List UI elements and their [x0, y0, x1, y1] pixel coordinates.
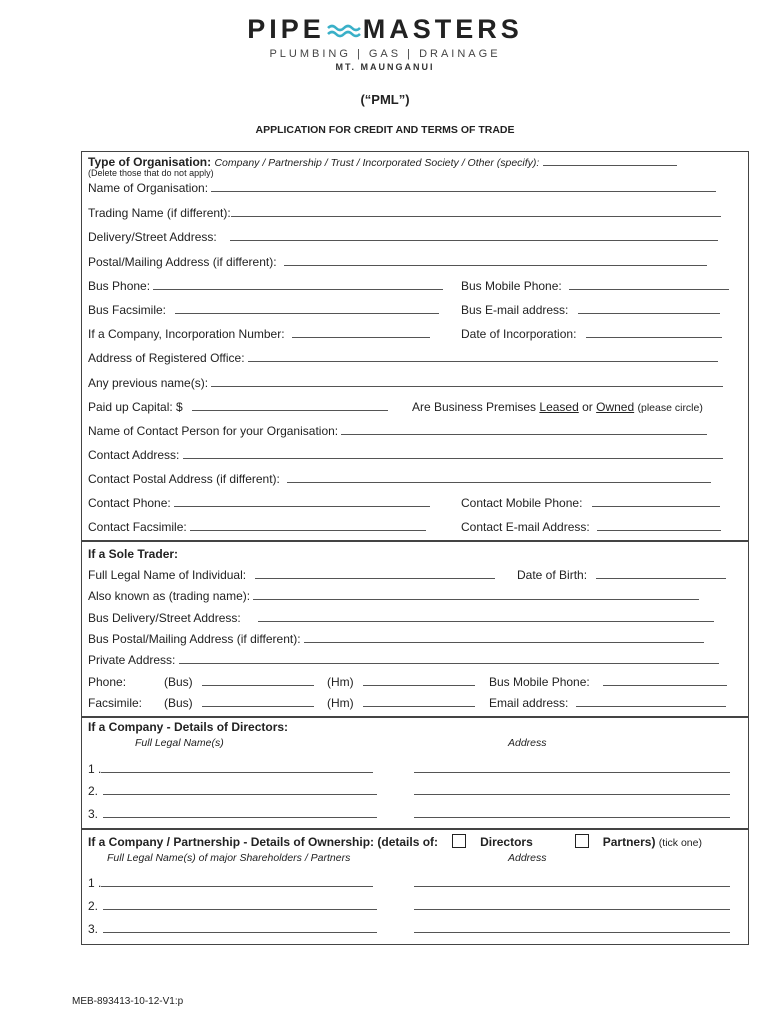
delete-note: (Delete those that do not apply)	[88, 168, 214, 178]
director-row-1	[88, 762, 373, 776]
owned-option[interactable]: Owned	[596, 400, 635, 414]
bus-email-label: Bus E-mail address:	[461, 303, 569, 317]
sole-phone-hm	[327, 675, 475, 689]
premises-row	[412, 400, 703, 414]
org-name-field[interactable]	[211, 181, 716, 192]
director-number-3: 3.	[88, 807, 99, 821]
director-row-3	[88, 807, 377, 821]
inc-date-field[interactable]	[586, 327, 722, 338]
bus-mobile-label: Bus Mobile Phone:	[461, 279, 562, 293]
logo-right-text: MASTERS	[362, 14, 523, 44]
sole-delivery-label: Bus Delivery/Street Address:	[88, 611, 241, 625]
org-name-row	[88, 181, 716, 195]
director-address-1	[414, 762, 730, 776]
contact-fax-label: Contact Facsimile:	[88, 520, 187, 534]
bus-fax-field[interactable]	[175, 303, 439, 314]
private-address-field[interactable]	[179, 653, 719, 664]
sole-delivery-row	[88, 611, 714, 625]
directors-checkbox[interactable]	[452, 834, 466, 848]
owner-address-field-2[interactable]	[414, 899, 730, 910]
ownership-name-header: Full Legal Name(s) of major Shareholders / Partners	[107, 852, 351, 864]
director-address-2	[414, 784, 730, 798]
bus-phone-field[interactable]	[153, 279, 443, 290]
sole-postal-row	[88, 632, 704, 646]
bus-email-row	[461, 303, 720, 317]
contact-phone-label: Contact Phone:	[88, 496, 171, 510]
ownership-heading-row	[88, 834, 702, 849]
sole-fax-row	[88, 696, 142, 710]
contact-postal-field[interactable]	[287, 472, 711, 483]
director-address-field-3[interactable]	[414, 807, 730, 818]
postal-label: Postal/Mailing Address (if different):	[88, 255, 277, 269]
sole-phone-bus-field[interactable]	[202, 675, 314, 686]
org-name-label: Name of Organisation:	[88, 181, 209, 195]
wave-icon	[327, 15, 361, 46]
sole-name-field[interactable]	[255, 568, 495, 579]
directors-address-header: Address	[508, 737, 547, 749]
directors-option-label: Directors	[480, 835, 533, 849]
owner-number-3: 3.	[88, 922, 99, 936]
contact-address-field[interactable]	[183, 448, 723, 459]
bus-phone-row	[88, 279, 443, 293]
contact-address-label: Contact Address:	[88, 448, 180, 462]
director-name-field-2[interactable]	[103, 784, 377, 795]
or-text: or	[582, 400, 593, 414]
private-address-label: Private Address:	[88, 653, 176, 667]
trading-name-row	[88, 206, 721, 220]
postal-row	[88, 255, 707, 269]
logo-location: MT. MAUNGANUI	[335, 62, 435, 73]
leased-option[interactable]: Leased	[539, 400, 579, 414]
document-code: MEB-893413-10-12-V1:p	[72, 996, 184, 1007]
contact-person-label: Name of Contact Person for your Organisation:	[88, 424, 339, 438]
tick-note: (tick one)	[658, 837, 702, 849]
page-title: APPLICATION FOR CREDIT AND TERMS OF TRADE	[255, 124, 515, 136]
owner-row-1	[88, 876, 373, 890]
contact-mobile-field[interactable]	[592, 496, 720, 507]
owner-row-2	[88, 899, 377, 913]
premises-label: Are Business Premises	[412, 400, 537, 414]
bus-phone-label: Bus Phone:	[88, 279, 151, 293]
sole-email-row	[489, 696, 726, 710]
inc-date-row	[461, 327, 722, 341]
logo-tagline: PLUMBING | GAS | DRAINAGE	[269, 48, 501, 61]
contact-address-row	[88, 448, 723, 462]
sole-name-row	[88, 568, 495, 582]
sole-email-label: Email address:	[489, 696, 569, 710]
sole-fax-hm-field[interactable]	[363, 696, 475, 707]
sole-fax-label: Facsimile:	[88, 696, 143, 710]
sole-fax-bus-label: (Bus)	[164, 696, 193, 710]
director-address-field-2[interactable]	[414, 784, 730, 795]
director-name-field-3[interactable]	[103, 807, 377, 818]
sole-name-label: Full Legal Name of Individual:	[88, 568, 247, 582]
director-address-3	[414, 807, 730, 821]
org-type-field[interactable]	[543, 155, 677, 166]
partners-option-label: Partners)	[602, 835, 656, 849]
contact-fax-field[interactable]	[190, 520, 426, 531]
contact-mobile-label: Contact Mobile Phone:	[461, 496, 583, 510]
sole-fax-bus-field[interactable]	[202, 696, 314, 707]
contact-person-row	[88, 424, 707, 438]
contact-fax-row	[88, 520, 426, 534]
director-row-2	[88, 784, 377, 798]
director-name-field-1[interactable]	[101, 762, 373, 773]
inc-number-row	[88, 327, 430, 341]
owner-address-3	[414, 922, 730, 936]
dob-row	[517, 568, 726, 582]
owner-name-field-1[interactable]	[101, 876, 373, 887]
contact-postal-label: Contact Postal Address (if different):	[88, 472, 280, 486]
bus-fax-label: Bus Facsimile:	[88, 303, 167, 317]
sole-phone-bus-label: (Bus)	[164, 675, 193, 689]
delivery-label: Delivery/Street Address:	[88, 230, 217, 244]
bus-email-field[interactable]	[578, 303, 720, 314]
delivery-row	[88, 230, 718, 244]
sole-email-field[interactable]	[576, 696, 726, 707]
directors-name-header: Full Legal Name(s)	[135, 737, 224, 749]
circle-note: (please circle)	[637, 402, 703, 414]
contact-person-field[interactable]	[341, 424, 707, 435]
bus-fax-row	[88, 303, 439, 317]
sole-fax-hm	[327, 696, 475, 710]
ownership-address-header: Address	[508, 852, 547, 864]
director-address-field-1[interactable]	[414, 762, 730, 773]
contact-postal-row	[88, 472, 711, 486]
aka-row	[88, 589, 699, 603]
owner-address-field-3[interactable]	[414, 922, 730, 933]
sole-phone-hm-field[interactable]	[363, 675, 475, 686]
inc-date-label: Date of Incorporation:	[461, 327, 577, 341]
capital-field[interactable]	[192, 400, 388, 411]
org-type-row	[88, 155, 677, 169]
owner-name-field-3[interactable]	[103, 922, 377, 933]
sole-phone-label: Phone:	[88, 675, 127, 689]
aka-label: Also known as (trading name):	[88, 589, 251, 603]
director-number-1: 1 .	[88, 762, 102, 776]
owner-row-3	[88, 922, 377, 936]
owner-address-2	[414, 899, 730, 913]
prev-names-field[interactable]	[211, 376, 723, 387]
sole-fax-bus	[164, 696, 314, 710]
owner-number-2: 2.	[88, 899, 99, 913]
sole-phone-bus	[164, 675, 314, 689]
owner-number-1: 1 .	[88, 876, 102, 890]
prev-names-label: Any previous name(s):	[88, 376, 209, 390]
reg-office-field[interactable]	[248, 351, 718, 362]
owner-address-field-1[interactable]	[414, 876, 730, 887]
bus-mobile-row	[461, 279, 729, 293]
trading-name-label: Trading Name (if different):	[88, 206, 231, 220]
sole-postal-label: Bus Postal/Mailing Address (if different):	[88, 632, 301, 646]
org-type-label: Type of Organisation:	[88, 155, 212, 169]
directors-heading: If a Company - Details of Directors:	[88, 720, 289, 734]
capital-row	[88, 400, 388, 414]
contact-email-row	[461, 520, 721, 534]
reg-office-label: Address of Registered Office:	[88, 351, 245, 365]
sole-fax-hm-label: (Hm)	[327, 696, 354, 710]
contact-phone-field[interactable]	[174, 496, 430, 507]
contact-email-field[interactable]	[597, 520, 721, 531]
contact-phone-row	[88, 496, 430, 510]
dob-label: Date of Birth:	[517, 568, 588, 582]
org-type-options: Company / Partnership / Trust / Incorporated Society / Other (specify):	[214, 157, 540, 169]
director-number-2: 2.	[88, 784, 99, 798]
company-logo	[0, 14, 770, 72]
sole-phone-row	[88, 675, 126, 689]
sole-postal-field[interactable]	[304, 632, 704, 643]
capital-label: Paid up Capital: $	[88, 400, 183, 414]
owner-name-field-2[interactable]	[103, 899, 377, 910]
trading-name-field[interactable]	[231, 206, 721, 217]
dob-field[interactable]	[596, 568, 726, 579]
private-address-row	[88, 653, 719, 667]
pml-label: (“PML”)	[360, 92, 410, 107]
sole-trader-heading: If a Sole Trader:	[88, 547, 179, 561]
ownership-heading: If a Company / Partnership - Details of Ownership: (details of:	[88, 835, 439, 849]
sole-delivery-field[interactable]	[258, 611, 714, 622]
partners-checkbox[interactable]	[575, 834, 589, 848]
sole-mobile-field[interactable]	[603, 675, 727, 686]
postal-field[interactable]	[284, 255, 707, 266]
sole-mobile-row	[489, 675, 727, 689]
contact-email-label: Contact E-mail Address:	[461, 520, 590, 534]
owner-address-1	[414, 876, 730, 890]
aka-field[interactable]	[253, 589, 699, 600]
inc-number-label: If a Company, Incorporation Number:	[88, 327, 285, 341]
bus-mobile-field[interactable]	[569, 279, 729, 290]
prev-names-row	[88, 376, 723, 390]
logo-left-text: PIPE	[247, 14, 325, 44]
inc-number-field[interactable]	[292, 327, 430, 338]
delivery-field[interactable]	[230, 230, 718, 241]
sole-phone-hm-label: (Hm)	[327, 675, 354, 689]
contact-mobile-row	[461, 496, 720, 510]
sole-mobile-label: Bus Mobile Phone:	[489, 675, 590, 689]
reg-office-row	[88, 351, 718, 365]
